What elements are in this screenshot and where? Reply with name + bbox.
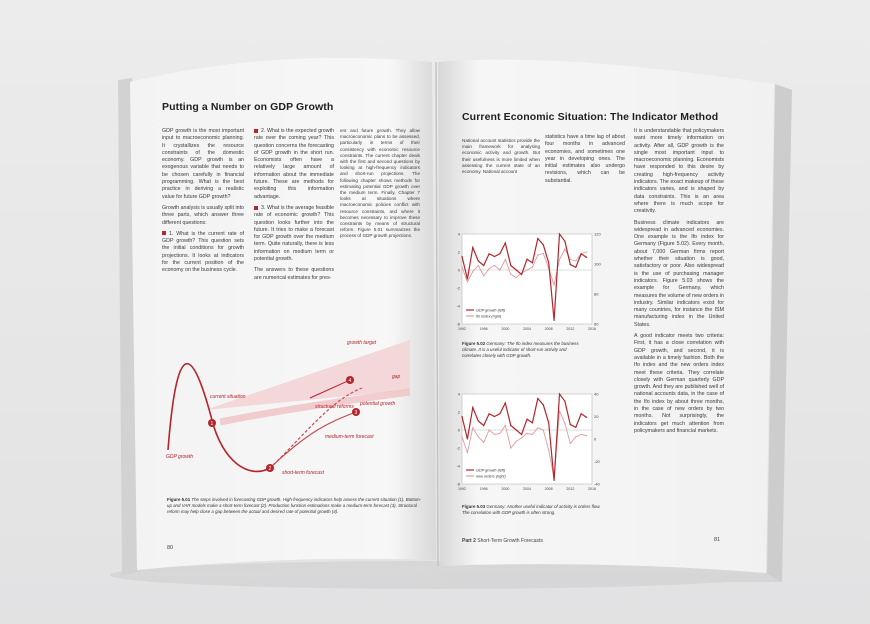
data-point	[472, 407, 473, 408]
x-tick-label: 2016	[588, 487, 596, 491]
data-point	[461, 256, 462, 257]
x-tick-label: 1996	[479, 327, 488, 331]
data-point	[505, 259, 506, 260]
data-point	[516, 277, 517, 278]
data-point	[494, 416, 495, 417]
data-point	[575, 427, 576, 428]
data-point	[543, 429, 544, 430]
legend-label: new orders (right)	[476, 474, 506, 479]
x-tick-label: 2004	[523, 487, 531, 491]
data-point	[526, 433, 527, 434]
bullet-marker	[254, 206, 258, 210]
paragraph: GDP growth is the most important input to macroeconomic planning. It crystallizes the resource constraints of the domestic economy. GDP growth is an exogenous variable that needs to be chosen carefully in financial programming. What is the best practice in deriving a realistic value for future GDP growth?	[162, 128, 244, 200]
right-column-3	[634, 128, 724, 439]
left-column-1	[162, 128, 244, 279]
y-left-tick-label: -2	[456, 285, 460, 291]
right-page-footer	[462, 538, 543, 544]
data-point	[489, 268, 490, 269]
right-page-title: Current Economic Situation: The Indicator Method	[462, 111, 719, 123]
data-point	[543, 404, 544, 405]
bullet-marker	[254, 129, 258, 133]
data-point	[537, 238, 538, 239]
y-left-tick-label: 4	[457, 231, 460, 237]
y-right-tick-label: 100	[594, 261, 601, 267]
x-tick-label: 2004	[523, 327, 531, 331]
data-point	[537, 427, 538, 428]
y-left-tick-label: 2	[457, 249, 460, 255]
y-right-tick-label: 80	[594, 291, 599, 297]
data-point	[472, 427, 473, 428]
data-point	[516, 269, 517, 270]
data-point	[483, 425, 484, 426]
y-right-tick-label: 0	[594, 436, 597, 442]
short-term-forecast-label: short-term forecast	[282, 470, 324, 476]
data-point	[554, 480, 555, 481]
y-left-tick-label: -6	[456, 481, 460, 487]
data-point	[586, 417, 587, 418]
data-point	[472, 271, 473, 272]
medium-term-forecast-label: medium-term forecast	[325, 434, 374, 440]
data-point	[499, 433, 500, 434]
data-point	[483, 442, 484, 443]
data-point	[516, 429, 517, 430]
step-4-number: 4	[348, 378, 352, 384]
data-point	[586, 257, 587, 258]
right-column-2: statistics have a time lag of about four months in advanced economies, and sometimes one year in developing ones. The initial estimates also undergo revisions, which can be substantial.	[545, 134, 625, 184]
figure-caption-text: Germany: Another useful indicator of activity is orders flow. The correlation with GDP growth is often strong.	[462, 504, 601, 515]
legend-label: GDP growth (left)	[476, 308, 506, 313]
data-point	[570, 264, 571, 265]
data-point	[510, 274, 511, 275]
y-left-tick-label: 0	[457, 427, 460, 433]
data-point	[499, 253, 500, 254]
data-point	[559, 410, 560, 411]
data-point	[575, 436, 576, 437]
footer-text: Short-Term Growth Forecasts	[477, 538, 543, 544]
data-point	[559, 233, 560, 234]
data-point	[548, 262, 549, 263]
potential-growth-label: potential growth	[360, 401, 396, 407]
data-point	[489, 429, 490, 430]
y-right-tick-label: -40	[594, 481, 600, 487]
figure-5-01-caption	[167, 497, 422, 515]
data-point	[467, 278, 468, 279]
paragraph: It is understandable that policymakers want more timely information on activity. After all, GDP growth is the single most important input to macroeconomic planning. Economists have responded to this desire by creating high-frequency activity indicators. The exact makeup of these indicators varies, and is shaped by data constraints. This is an area where there is much scope for creativity.	[634, 128, 724, 215]
data-point	[532, 266, 533, 267]
y-left-tick-label: -6	[456, 321, 460, 327]
data-point	[461, 416, 462, 417]
data-point	[467, 281, 468, 282]
x-tick-label: 2000	[501, 327, 510, 331]
figure-5-01-diagram	[160, 330, 422, 490]
right-page-number: 81	[714, 537, 721, 543]
data-point	[472, 247, 473, 248]
y-left-tick-label: 2	[457, 409, 460, 415]
data-point	[575, 267, 576, 268]
x-tick-label: 2012	[566, 327, 575, 331]
y-right-tick-label: 40	[594, 391, 599, 397]
x-tick-label: 2008	[544, 487, 553, 491]
data-point	[489, 253, 490, 254]
figure-label: Figure 5.01	[167, 497, 191, 502]
data-point	[510, 425, 511, 426]
data-point	[489, 413, 490, 414]
data-point	[564, 248, 565, 249]
data-point	[543, 253, 544, 254]
y-left-tick-label: -2	[456, 445, 460, 451]
y-left-tick-label: -4	[456, 463, 460, 469]
data-point	[521, 437, 522, 438]
data-point	[581, 413, 582, 414]
data-point	[554, 284, 555, 285]
data-point	[559, 259, 560, 260]
data-point	[548, 450, 549, 451]
data-point	[461, 266, 462, 267]
y-right-tick-label: 120	[594, 231, 601, 237]
legend-label: Ifo index (right)	[476, 314, 502, 319]
data-point	[586, 435, 587, 436]
paragraph: The answers to these questions are numerical estimates for pres-	[254, 267, 334, 281]
data-point	[554, 320, 555, 321]
y-left-tick-label: -4	[456, 303, 460, 309]
data-point	[494, 256, 495, 257]
figure-5-03-chart	[450, 386, 610, 501]
data-point	[483, 275, 484, 276]
left-column-3	[340, 128, 420, 244]
data-point	[548, 422, 549, 423]
data-point	[570, 424, 571, 425]
data-point	[532, 434, 533, 435]
data-point	[564, 401, 565, 402]
gap-label: gap	[392, 374, 401, 380]
paragraph: A good indicator meets two criteria: First, it has a close correlation with GDP growth, and second, it is available in a timely fashion. Both the Ifo index and the new orders index meet these criteria. They correlate closely with German quarterly GDP growth. And they are published well of national accounts data, in the case of the Ifo index by about three months, in the case of new orders by two months. Not surprisingly, the indicators get much attention from policymakers and financial markets.	[634, 333, 724, 434]
gdp-growth-label: GDP growth	[166, 454, 194, 460]
data-point	[532, 262, 533, 263]
footer-part: Part 2	[462, 538, 476, 544]
step-3-number: 3	[354, 410, 358, 416]
data-point	[526, 419, 527, 420]
data-point	[499, 413, 500, 414]
data-point	[575, 260, 576, 261]
data-point	[532, 422, 533, 423]
data-point	[467, 438, 468, 439]
bullet-marker	[162, 231, 166, 235]
paragraph: ent and future growth. They allow macroeconomic plans to be assessed, particularly in terms of their consistency with economic resource constraints. The current chapter deals with the first and second questions by looking at high-frequency indicators and short-run projections. The following chapter shows methods for estimating potential GDP growth over the medium term. Finally, Chapter 7 looks at situations where macroeconomic policies conflict with resource constraints, and where it becomes necessary to improve these constraints by means of structural reform. Figure 5.01 summarizes the process of GDP growth projections.	[340, 128, 420, 239]
growth-target-label: growth target	[347, 340, 377, 346]
data-point	[467, 452, 468, 453]
data-point	[543, 244, 544, 245]
data-point	[581, 434, 582, 435]
data-point	[516, 441, 517, 442]
data-point	[483, 265, 484, 266]
x-tick-label: 1996	[479, 487, 488, 491]
figure-caption-text: The steps involved in forecasting GDP growth. High-frequency indicators help assess the current situation (1). Bottom-up and VAR models make a short-term forecast (2). Production function estimations make a medium-term forecast (3). Structural reform may help close a gap between the actual and desired rate of potential growth (4).	[167, 497, 422, 514]
data-point	[570, 443, 571, 444]
left-page-number: 80	[167, 545, 174, 551]
step-1-number: 1	[210, 421, 214, 427]
data-point	[478, 265, 479, 266]
data-point	[505, 402, 506, 403]
data-point	[478, 436, 479, 437]
data-point	[505, 242, 506, 243]
data-point	[510, 265, 511, 266]
y-right-tick-label: -20	[594, 459, 600, 464]
data-point	[499, 269, 500, 270]
paragraph: Business climate indicators are widespread in advanced economies. One example is the Ifo index for Germany (Figure 5.02). Every month, about 7,000 German firms report whether their situation is good, satisfactory or poor. Also widespread is the use of purchasing manager indicators. Figure 5.03 shows the example for Germany, which measures the volume of new orders in industry. Similar indicators exist for many countries, for instance the ISM manufacturing index in the United States.	[634, 219, 724, 328]
data-point	[494, 434, 495, 435]
data-point	[510, 447, 511, 448]
legend-label: GDP growth (left)	[476, 468, 506, 473]
paragraph: 3. What is the average feasible rate of economic growth? This question looks further into the future. It tries to make a forecast for GDP growth over the medium term. Quite naturally, there is less information on medium term or potential growth.	[254, 204, 334, 263]
data-point	[581, 253, 582, 254]
data-point	[521, 434, 522, 435]
data-point	[564, 423, 565, 424]
data-point	[521, 274, 522, 275]
current-situation-label: current situation	[210, 394, 246, 400]
data-point	[564, 241, 565, 242]
x-tick-label: 1992	[458, 327, 466, 331]
x-tick-label: 2008	[544, 327, 553, 331]
y-right-tick-label: 60	[594, 321, 599, 327]
y-right-tick-label: 20	[594, 414, 599, 419]
medium-term-curve	[270, 412, 356, 468]
data-point	[537, 398, 538, 399]
x-tick-label: 2000	[501, 487, 510, 491]
figure-5-02-chart	[450, 226, 610, 341]
left-column-2	[254, 128, 334, 286]
data-point	[461, 436, 462, 437]
figure-5-02-caption	[462, 341, 582, 359]
figure-label: Figure 5.03	[462, 504, 486, 509]
x-tick-label: 2012	[566, 487, 575, 491]
figure-caption-text: Germany: The Ifo index measures the business climate. It is a useful indicator of short-run activity and correlates closely with GDP growth.	[462, 341, 579, 358]
x-tick-label: 1992	[458, 487, 466, 491]
x-tick-label: 2016	[588, 327, 596, 331]
left-page-title: Putting a Number on GDP Growth	[162, 101, 334, 113]
right-column-1: National account statistics provide the main framework for analysing economic activity and growth. But their usefulness is more limited when assessing the current state of an economy. National account	[462, 138, 540, 175]
data-point	[526, 259, 527, 260]
y-left-tick-label: 4	[457, 391, 460, 397]
data-point	[478, 260, 479, 261]
data-point	[586, 251, 587, 252]
paragraph: 2. What is the expected growth rate over the coming year? This question concerns the forecasting of GDP growth in the short run. Economists often have a relatively large amount of information about the immediate future. These are methods for exploiting this information advantage.	[254, 128, 334, 200]
data-point	[559, 393, 560, 394]
data-point	[537, 254, 538, 255]
data-point	[526, 269, 527, 270]
y-left-tick-label: 0	[457, 267, 460, 273]
step-2-number: 2	[268, 466, 272, 472]
data-point	[570, 259, 571, 260]
data-point	[505, 425, 506, 426]
figure-5-03-caption	[462, 504, 602, 516]
paragraph: Growth analysis is usually split into three parts, which answer three different questions:	[162, 204, 244, 226]
figure-label: Figure 5.02	[462, 341, 486, 346]
data-point	[478, 420, 479, 421]
structural-reforms-label: structural reforms	[315, 404, 354, 410]
data-point	[494, 265, 495, 266]
paragraph: 1. What is the current rate of GDP growth? This question sets the initial conditions for growth projections. It looks at indicators for the current position of the economy on the business cycle.	[162, 230, 244, 274]
